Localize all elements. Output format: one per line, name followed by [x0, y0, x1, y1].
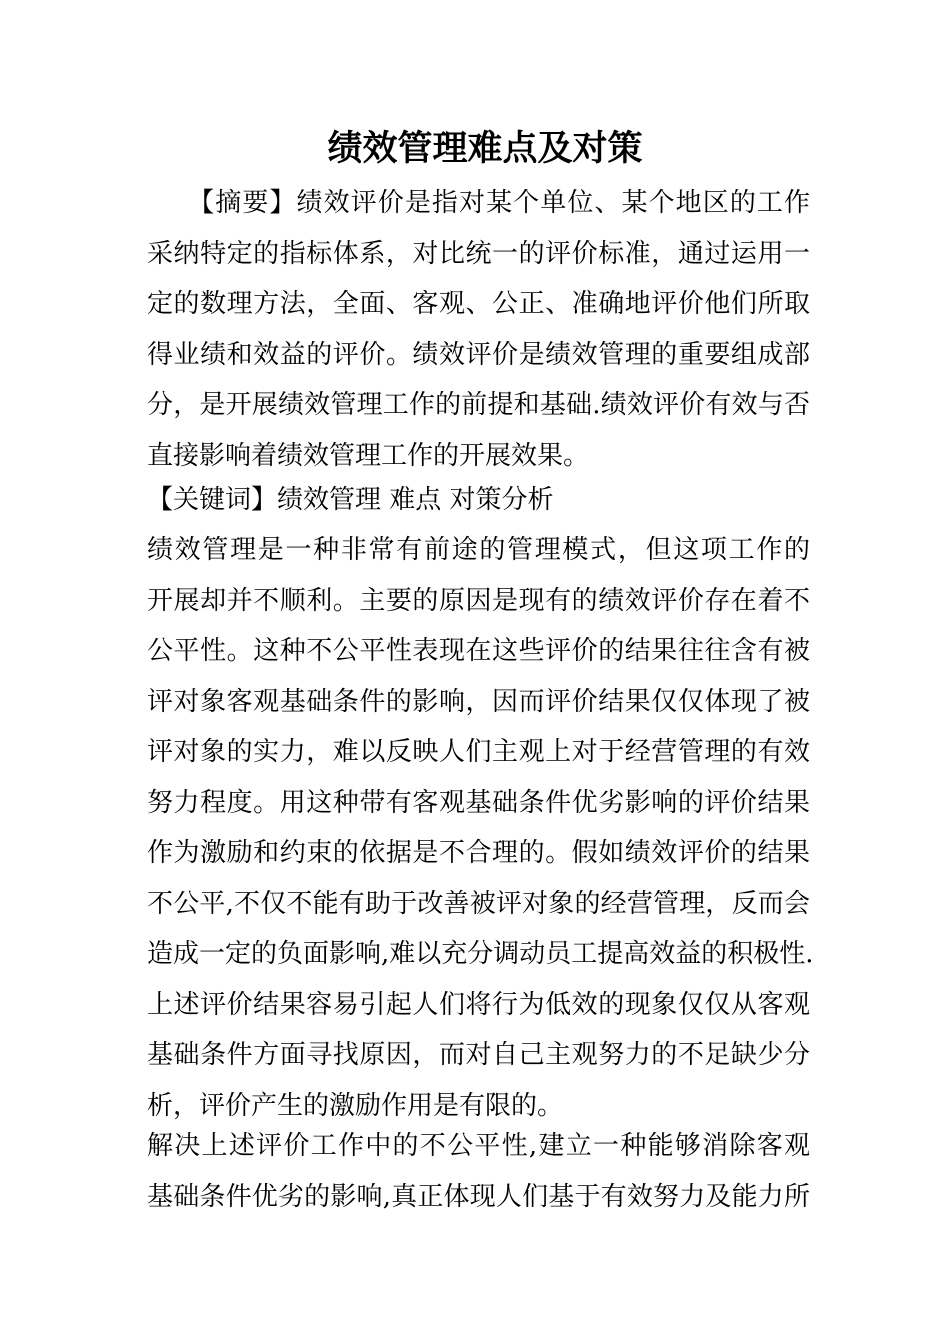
document-title: 绩效管理难点及对策: [327, 128, 643, 169]
abstract-line: 直接影响着绩效管理工作的开展效果。: [147, 440, 590, 471]
paragraph-line: 公平性。这种不公平性表现在这些评价的结果往往含有被: [147, 636, 810, 666]
paragraph-line: 绩效管理是一种非常有前途的管理模式，但这项工作的: [147, 535, 810, 565]
paragraph-line: 析，评价产生的激励作用是有限的。: [147, 1090, 564, 1121]
body-paragraph-2: [147, 1121, 810, 1222]
paragraph-line: 基础条件方面寻找原因，而对自己主观努力的不足缺少分: [147, 1040, 810, 1070]
abstract-line: 得业绩和效益的评价。绩效评价是绩效管理的重要组成部: [147, 339, 810, 370]
abstract-line: 分，是开展绩效管理工作的前提和基础.绩效评价有效与否: [147, 390, 810, 420]
abstract-line: 采纳特定的指标体系，对比统一的评价标准，通过运用一: [147, 238, 810, 269]
paragraph-line: 评对象的实力，难以反映人们主观上对于经营管理的有效: [147, 737, 810, 767]
paragraph-line: 解决上述评价工作中的不公平性,建立一种能够消除客观: [147, 1131, 810, 1161]
paragraph-line: 上述评价结果容易引起人们将行为低效的现象仅仅从客观: [147, 989, 810, 1020]
paragraph-line: 作为激励和约束的依据是不合理的。假如绩效评价的结果: [147, 838, 810, 868]
abstract-line: 定的数理方法，全面、客观、公正、准确地评价他们所取: [147, 289, 810, 319]
paragraph-line: 评对象客观基础条件的影响，因而评价结果仅仅体现了被: [147, 686, 810, 717]
paragraph-line: 基础条件优劣的影响,真正体现人们基于有效努力及能力所: [147, 1181, 810, 1212]
abstract-line: 【摘要】绩效评价是指对某个单位、某个地区的工作: [147, 188, 810, 218]
keywords-paragraph: [147, 475, 810, 526]
paragraph-line: 开展却并不顺利。主要的原因是现有的绩效评价存在着不: [147, 585, 810, 616]
paragraph-line: 努力程度。用这种带有客观基础条件优劣影响的评价结果: [147, 787, 810, 818]
paragraph-line: 不公平,不仅不能有助于改善被评对象的经营管理，反而会: [147, 888, 810, 919]
body-paragraph-1: [147, 525, 814, 1131]
abstract-paragraph: [147, 178, 810, 481]
paragraph-line: 造成一定的负面影响,难以充分调动员工提高效益的积极性.: [147, 939, 814, 969]
keywords-line: 【关键词】绩效管理 难点 对策分析: [147, 485, 554, 515]
